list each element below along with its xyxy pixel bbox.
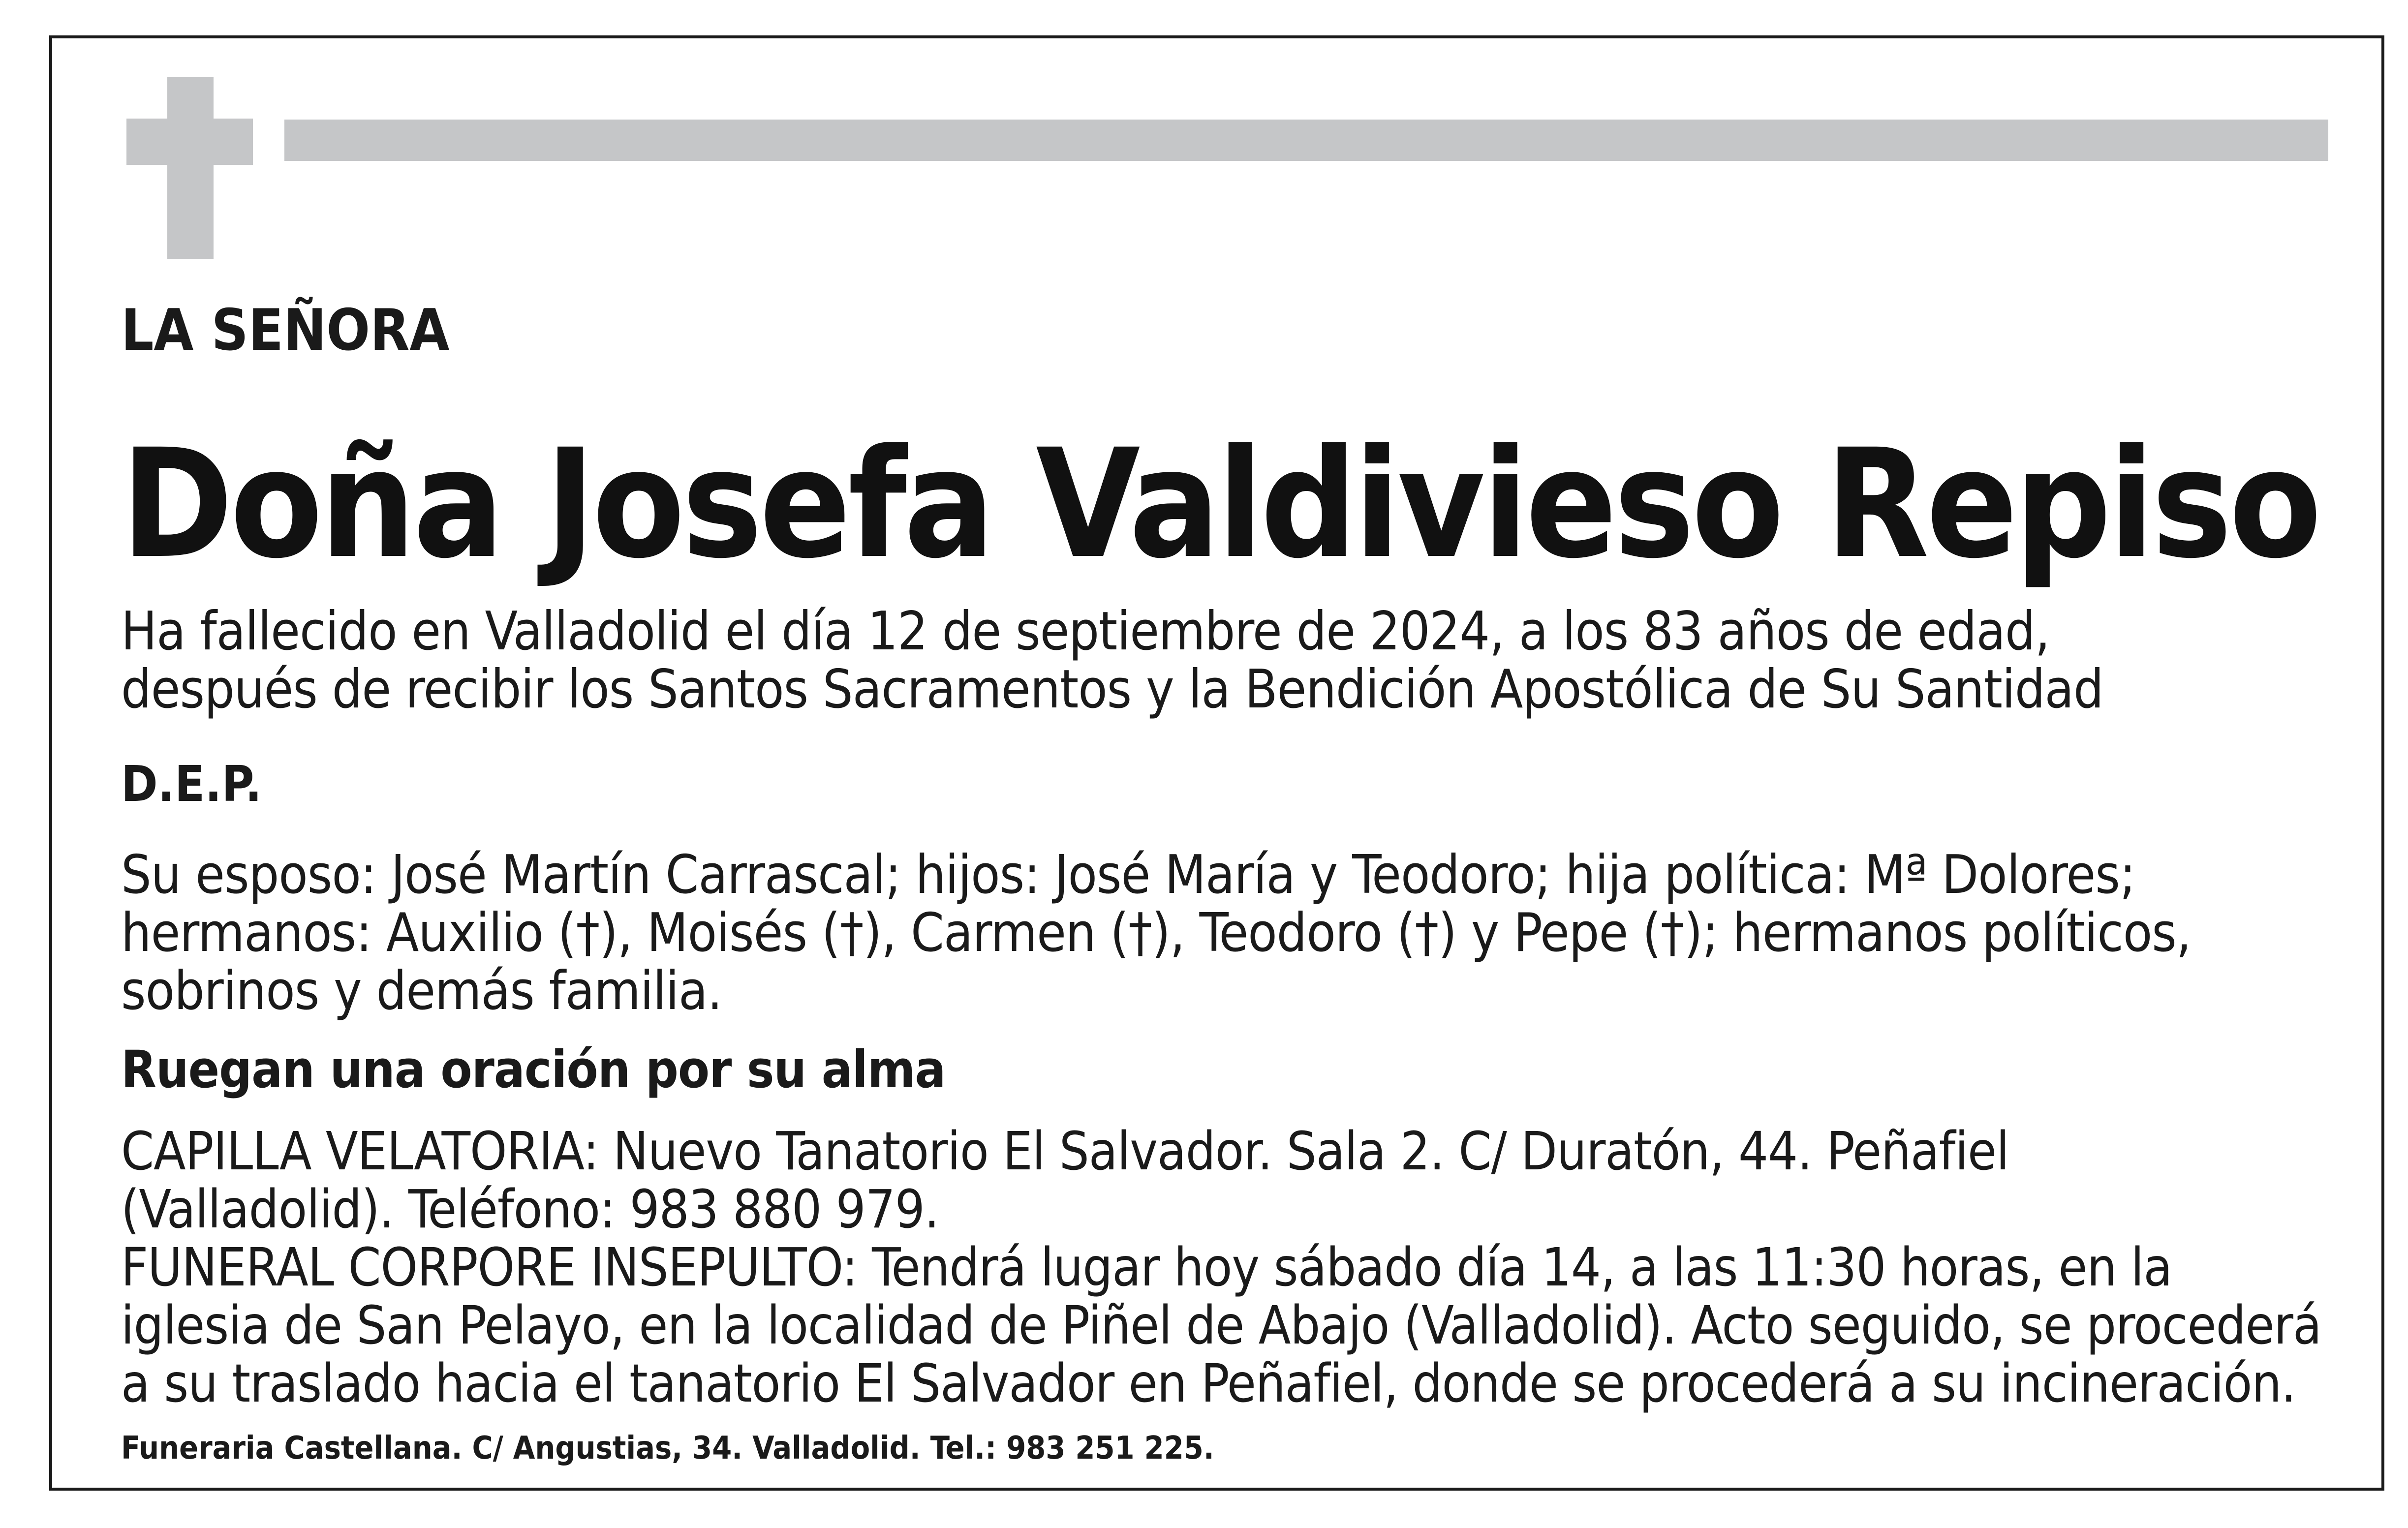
family-line: sobrinos y demás familia.: [121, 960, 722, 1022]
family-line: Su esposo: José Martín Carrascal; hijos: José María y Teodoro; hija política: Mª Dolores;: [121, 844, 2135, 906]
details-line: FUNERAL CORPORE INSEPULTO: Tendrá lugar hoy sábado día 14, a las 11:30 horas, en la: [121, 1237, 2172, 1298]
deceased-name: Doña Josefa Valdivieso Repiso: [121, 417, 2319, 591]
pre-title: LA SEÑORA: [121, 297, 450, 364]
family-list: [121, 846, 2191, 1020]
announcement-line: después de recibir los Santos Sacramentos y la Bendición Apostólica de Su Santidad: [121, 659, 2103, 720]
family-line: hermanos: Auxilio (†), Moisés (†), Carmen (†), Teodoro (†) y Pepe (†); hermanos políticos,: [121, 902, 2191, 964]
cross-icon: [126, 77, 253, 259]
rip-abbreviation: D.E.P.: [121, 755, 262, 813]
service-details: [121, 1123, 2321, 1413]
details-line: a su traslado hacia el tanatorio El Salvador en Peñafiel, donde se procederá a su incineración.: [121, 1353, 2296, 1414]
announcement-line: Ha fallecido en Valladolid el día 12 de septiembre de 2024, a los 83 años de edad,: [121, 601, 2050, 662]
funeral-home-footer: Funeraria Castellana. C/ Angustias, 34. Valladolid. Tel.: 983 251 225.: [121, 1430, 1214, 1467]
details-line: CAPILLA VELATORIA: Nuevo Tanatorio El Salvador. Sala 2. C/ Duratón, 44. Peñafiel: [121, 1121, 2009, 1182]
details-line: (Valladolid). Teléfono: 983 880 979.: [121, 1179, 939, 1240]
details-line: iglesia de San Pelayo, en la localidad de Piñel de Abajo (Valladolid). Acto seguido, se procederá: [121, 1295, 2321, 1356]
header-rule: [284, 120, 2328, 161]
prayer-request: Ruegan una oración por su alma: [121, 1039, 946, 1100]
death-announcement: [121, 603, 2103, 719]
